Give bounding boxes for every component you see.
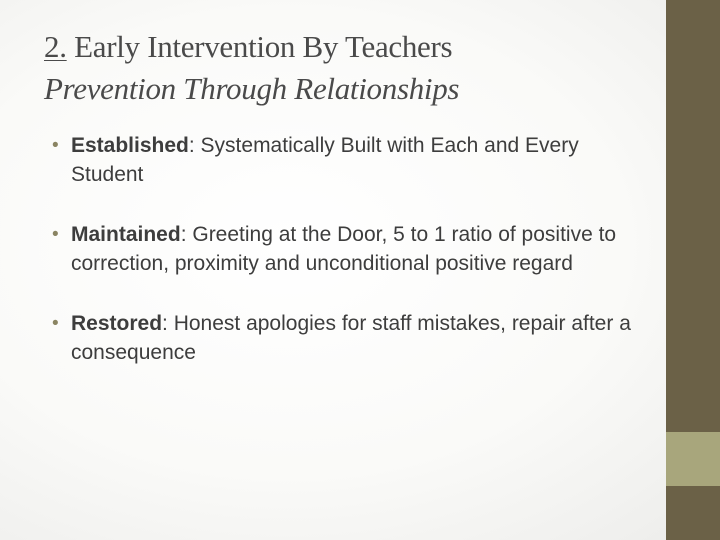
- bullet-term: Established: [71, 134, 189, 157]
- title-text: Early Intervention By Teachers: [66, 29, 453, 64]
- bullet-text: : Greeting at the Door, 5 to 1 ratio of positive to correction, proximity and unconditional positive regard: [71, 223, 617, 275]
- bullet-list: [52, 131, 632, 398]
- bullet-item-maintained: [52, 220, 632, 278]
- slide-title: [44, 26, 654, 110]
- bullet-term: Restored: [71, 312, 163, 335]
- bullet-text: : Honest apologies for staff mistakes, repair after a consequence: [71, 312, 631, 364]
- bullet-icon: •: [52, 224, 59, 245]
- bullet-term: Maintained: [71, 223, 181, 246]
- bullet-item-established: [52, 131, 632, 189]
- sidebar-bar-top: [666, 0, 720, 432]
- bullet-icon: •: [52, 135, 59, 156]
- bullet-icon: •: [52, 313, 59, 334]
- sidebar-bar-bottom: [666, 486, 720, 540]
- slide-subtitle: Prevention Through Relationships: [44, 71, 460, 106]
- sidebar-accent-block: [666, 432, 720, 486]
- bullet-item-restored: [52, 309, 632, 367]
- bullet-text: : Systematically Built with Each and Every Student: [71, 134, 579, 186]
- title-number: 2.: [44, 29, 67, 64]
